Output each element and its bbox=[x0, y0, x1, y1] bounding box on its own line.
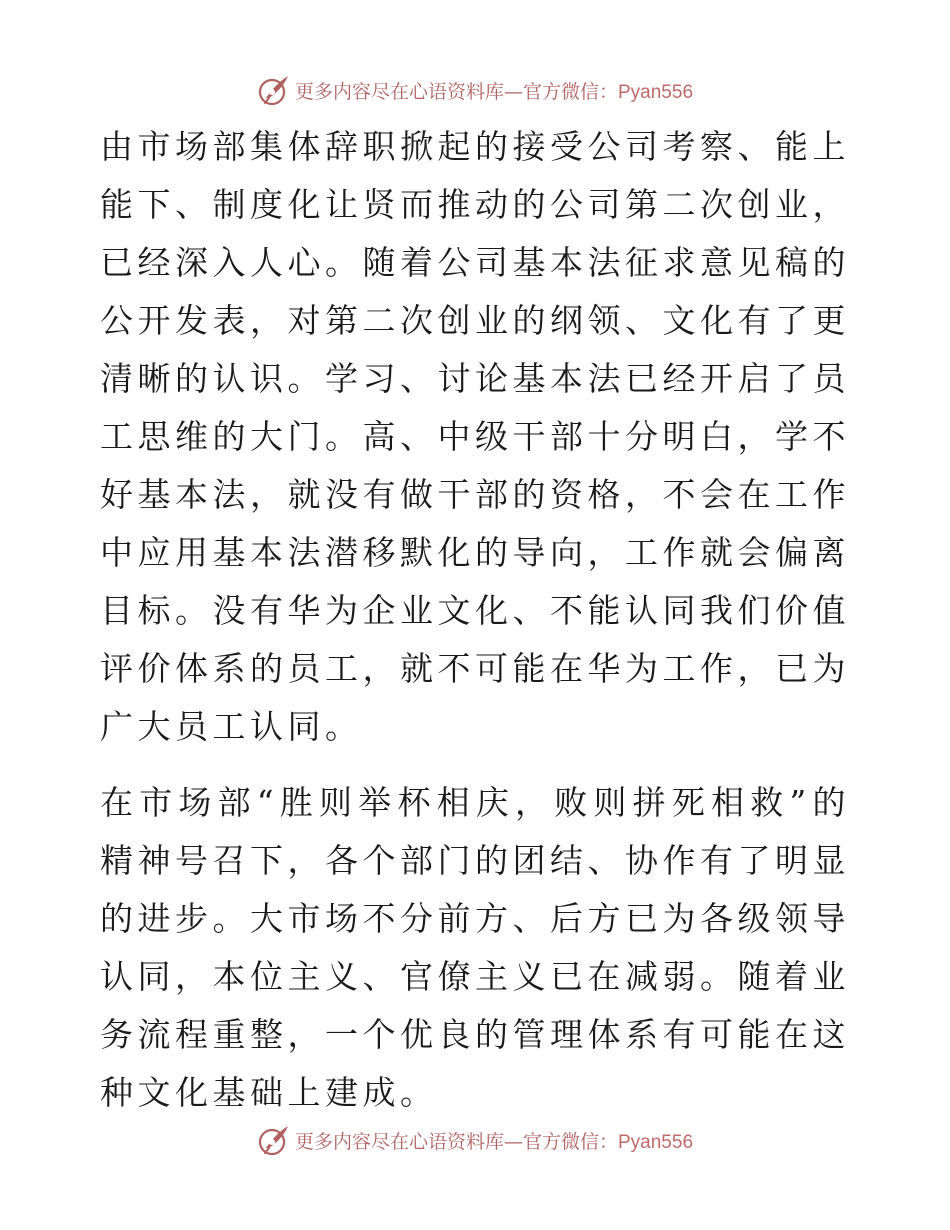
footer-wechat-id: Pyan556 bbox=[618, 1131, 694, 1153]
paragraph-1: 由市场部集体辞职掀起的接受公司考察、能上能下、制度化让贤而推动的公司第二次创业，已经深入人心。随着公司基本法征求意见稿的公开发表，对第二次创业的纲领、文化有了更清晰的认识。学习、讨论基本法已经开启了员工思维的大门。高、中级干部十分明白，学不好基本法，就没有做干部的资格，不会在工作中应用基本法潜移默化的导向，工作就会偏离目标。没有华为企业文化、不能认同我们价值评价体系的员工，就不可能在华为工作，已为广大员工认同。 bbox=[100, 127, 850, 746]
footer-banner-label: 更多内容尽在心语资料库—官方微信： bbox=[294, 1130, 618, 1153]
document-body bbox=[100, 118, 850, 1122]
footer-banner-text bbox=[295, 1127, 693, 1154]
header-banner-label: 更多内容尽在心语资料库—官方微信： bbox=[294, 80, 618, 103]
header-wechat-id: Pyan556 bbox=[618, 81, 694, 103]
header-banner-text bbox=[295, 77, 693, 104]
quill-pen-logo-icon bbox=[257, 73, 291, 107]
paragraph-2: 在市场部“胜则举杯相庆，败则拼死相救”的精神号召下，各个部门的团结、协作有了明显的进步。大市场不分前方、后方已为各级领导认同，本位主义、官僚主义已在减弱。随着业务流程重整，一个优良的管理体系有可能在这种文化基础上建成。 bbox=[100, 783, 850, 1112]
footer-banner bbox=[0, 1120, 950, 1160]
quill-pen-logo-icon bbox=[257, 1123, 291, 1157]
header-banner bbox=[0, 70, 950, 110]
